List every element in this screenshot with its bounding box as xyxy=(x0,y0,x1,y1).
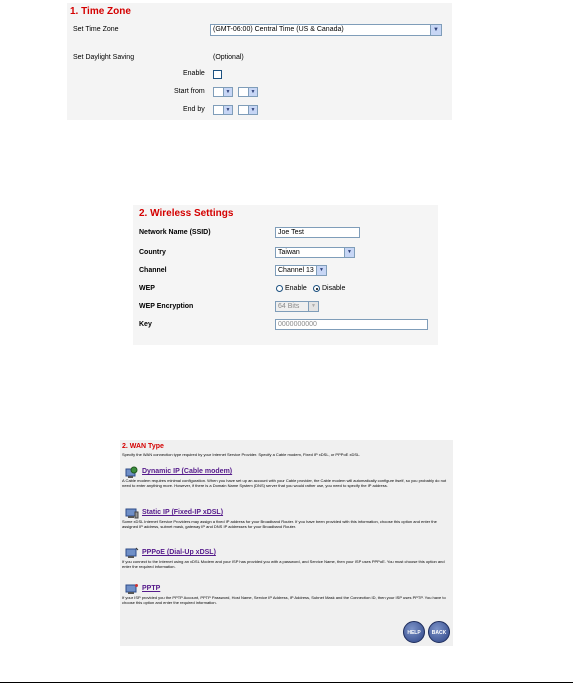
chevron-down-icon: ▼ xyxy=(344,248,354,257)
chevron-down-icon: ▼ xyxy=(223,106,232,114)
country-value: Taiwan xyxy=(278,249,300,256)
pptp-link[interactable]: PPTP xyxy=(142,585,161,592)
pppoe-icon xyxy=(125,547,139,559)
ssid-input[interactable]: Joe Test xyxy=(275,227,360,238)
fixed-ip-icon xyxy=(125,507,139,519)
end-by-label: End by xyxy=(183,106,205,113)
static-ip-description: Some xDSL Internet Service Providers may assign a fixed IP address for your Broadband Router. If you have been provided with this information, choose this option and enter the assigned IP address, subnet mask, gateway IP and DNS IP addresses for your Broadband Router. xyxy=(122,519,437,529)
wep-disable-label: Disable xyxy=(322,285,346,292)
channel-label: Channel xyxy=(139,267,167,274)
channel-value: Channel 13 xyxy=(278,267,314,274)
pptp-icon xyxy=(125,583,139,595)
pppoe-link[interactable]: PPPoE (Dial-Up xDSL) xyxy=(142,549,216,556)
static-ip-link[interactable]: Static IP (Fixed-IP xDSL) xyxy=(142,509,224,516)
wan-type-title: 2. WAN Type xyxy=(122,443,164,450)
wep-enable-radio[interactable] xyxy=(276,285,283,292)
wep-encryption-label: WEP Encryption xyxy=(139,303,194,310)
wan-type-panel xyxy=(120,440,453,646)
daylight-enable-checkbox[interactable] xyxy=(213,70,222,79)
chevron-down-icon: ▼ xyxy=(248,88,257,96)
wep-encryption-select[interactable] xyxy=(275,301,319,312)
pppoe-description: If you connect to the Internet using an xDSL Modem and your ISP has provided you with a password, and Service Name, then your ISP uses PPPoE. You must choose this option and enter the required information. xyxy=(122,559,445,569)
set-time-zone-label: Set Time Zone xyxy=(73,26,119,33)
pptp-description: If your ISP provided you the PPTP Account, PPTP Password, Host Name, Service IP Address, IP Address, Subnet Mask and the Connection ID, then your ISP uses PPTP. You have to choose this option and enter the required information. xyxy=(122,595,446,605)
chevron-down-icon: ▼ xyxy=(223,88,232,96)
bottom-divider xyxy=(0,682,573,683)
enable-label: Enable xyxy=(183,70,205,77)
chevron-down-icon: ▼ xyxy=(430,25,441,35)
time-zone-title: 1. Time Zone xyxy=(70,6,131,17)
wep-encryption-value: 64 Bits xyxy=(278,303,300,310)
wep-enable-label: Enable xyxy=(285,285,307,292)
time-zone-value: (GMT-06:00) Central Time (US & Canada) xyxy=(213,26,344,33)
dynamic-ip-description: A Cable modem requires minimal configuration. When you have set up an account with your Cable provider, the Cable modem will automatically configure itself, so you probably do not need to enter anything more. However, if there is a Domain Name System (DNS) server that you would rather use, you need to specify the IP address. xyxy=(122,478,447,488)
time-zone-select[interactable] xyxy=(210,24,442,36)
wireless-settings-panel xyxy=(133,205,438,345)
cable-modem-icon xyxy=(125,466,139,478)
chevron-down-icon: ▼ xyxy=(248,106,257,114)
start-day-select[interactable] xyxy=(238,87,258,97)
daylight-saving-label: Set Daylight Saving xyxy=(73,54,135,61)
wep-disable-radio[interactable] xyxy=(313,285,320,292)
start-month-select[interactable] xyxy=(213,87,233,97)
dynamic-ip-link[interactable]: Dynamic IP (Cable modem) xyxy=(142,468,233,475)
back-button[interactable]: BACK xyxy=(428,621,450,643)
country-select[interactable] xyxy=(275,247,355,258)
channel-select[interactable] xyxy=(275,265,327,276)
start-from-label: Start from xyxy=(174,88,205,95)
time-zone-panel xyxy=(67,3,452,120)
wireless-settings-title: 2. Wireless Settings xyxy=(139,208,234,219)
key-label: Key xyxy=(139,321,152,328)
chevron-down-icon: ▼ xyxy=(308,302,318,311)
country-label: Country xyxy=(139,249,166,256)
ssid-label: Network Name (SSID) xyxy=(139,229,211,236)
wep-label: WEP xyxy=(139,285,155,292)
key-input[interactable]: 0000000000 xyxy=(275,319,428,330)
wan-type-description: Specify the WAN connection type required by your Internet Service Provider. Specify a Cable modem, Fixed IP xDSL, or PPPoE xDSL. xyxy=(122,452,361,457)
help-button[interactable]: HELP xyxy=(403,621,425,643)
chevron-down-icon: ▼ xyxy=(316,266,326,275)
end-day-select[interactable] xyxy=(238,105,258,115)
optional-label: (Optional) xyxy=(213,54,244,61)
end-month-select[interactable] xyxy=(213,105,233,115)
